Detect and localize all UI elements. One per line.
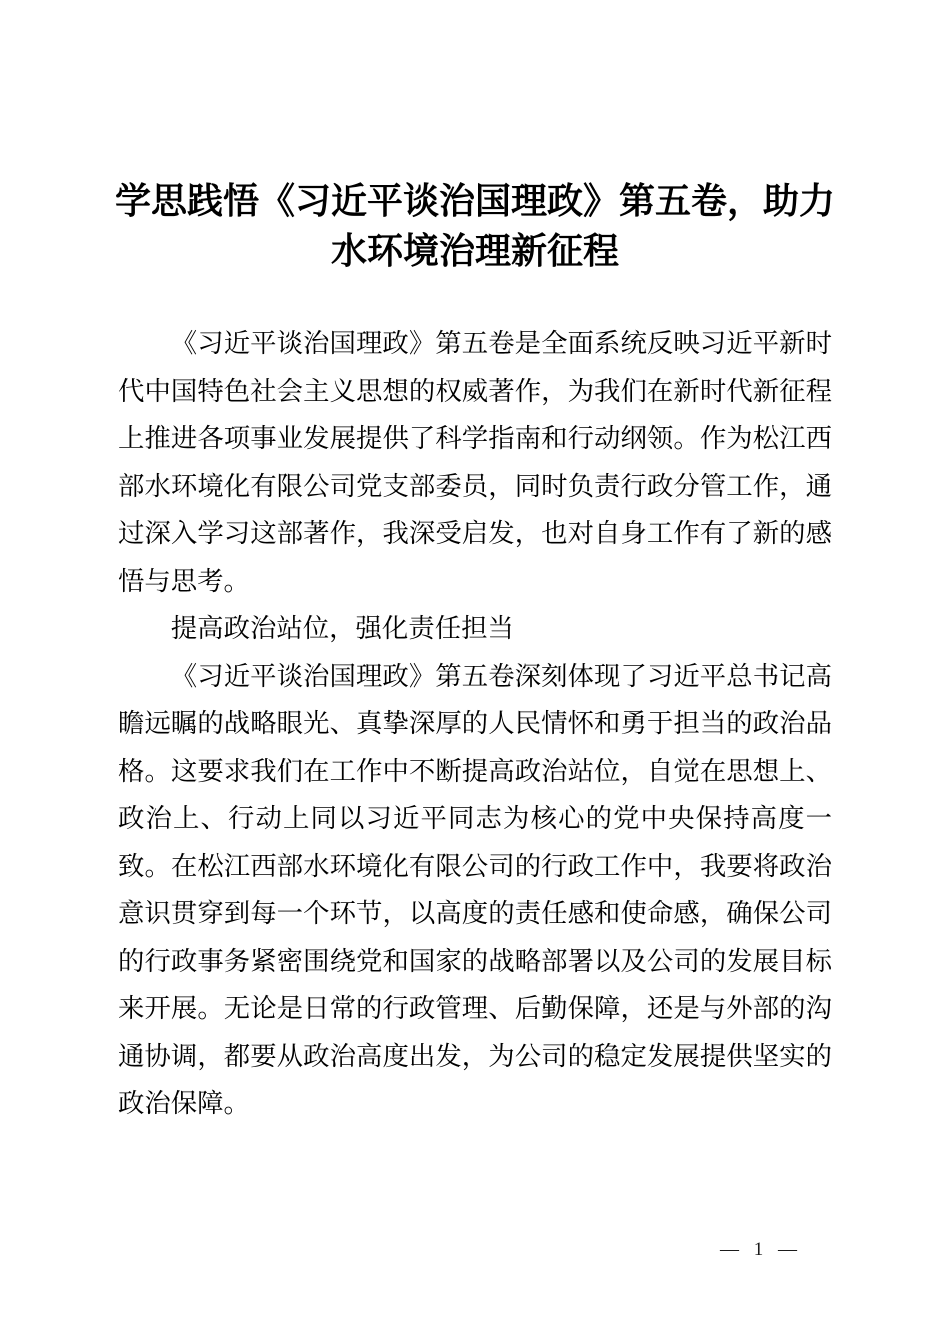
page-number-label: — 1 — bbox=[720, 1239, 802, 1260]
document-title-line-2: 水环境治理新征程 bbox=[330, 230, 619, 271]
body-paragraph-1: 《习近平谈治国理政》第五卷是全面系统反映习近平新时代中国特色社会主义思想的权威著作，为我们在新时代新征程上推进各项事业发展提供了科学指南和行动纲领。作为松江西部水环境化有限公司党支部委员，同时负责行政分管工作，通过深入学习这部著作，我深受启发，也对自身工作有了新的感悟与思考。 bbox=[118, 328, 832, 596]
body-paragraph-2: 《习近平谈治国理政》第五卷深刻体现了习近平总书记高瞻远瞩的战略眼光、真挚深厚的人民情怀和勇于担当的政治品格。这要求我们在工作中不断提高政治站位，自觉在思想上、政治上、行动上同以习近平同志为核心的党中央保持高度一致。在松江西部水环境化有限公司的行政工作中，我要将政治意识贯穿到每一个环节，以高度的责任感和使命感，确保公司的行政事务紧密围绕党和国家的战略部署以及公司的发展目标来开展。无论是日常的行政管理、后勤保障，还是与外部的沟通协调，都要从政治高度出发，为公司的稳定发展提供坚实的政治保障。 bbox=[118, 660, 832, 1118]
section-heading: 提高政治站位，强化责任担当 bbox=[170, 613, 514, 643]
document-title-line-1: 学思践悟《习近平谈治国理政》第五卷，助力 bbox=[114, 180, 835, 221]
document-body bbox=[118, 320, 832, 1128]
document-title bbox=[110, 0, 840, 276]
page-number-footer bbox=[720, 1238, 802, 1262]
